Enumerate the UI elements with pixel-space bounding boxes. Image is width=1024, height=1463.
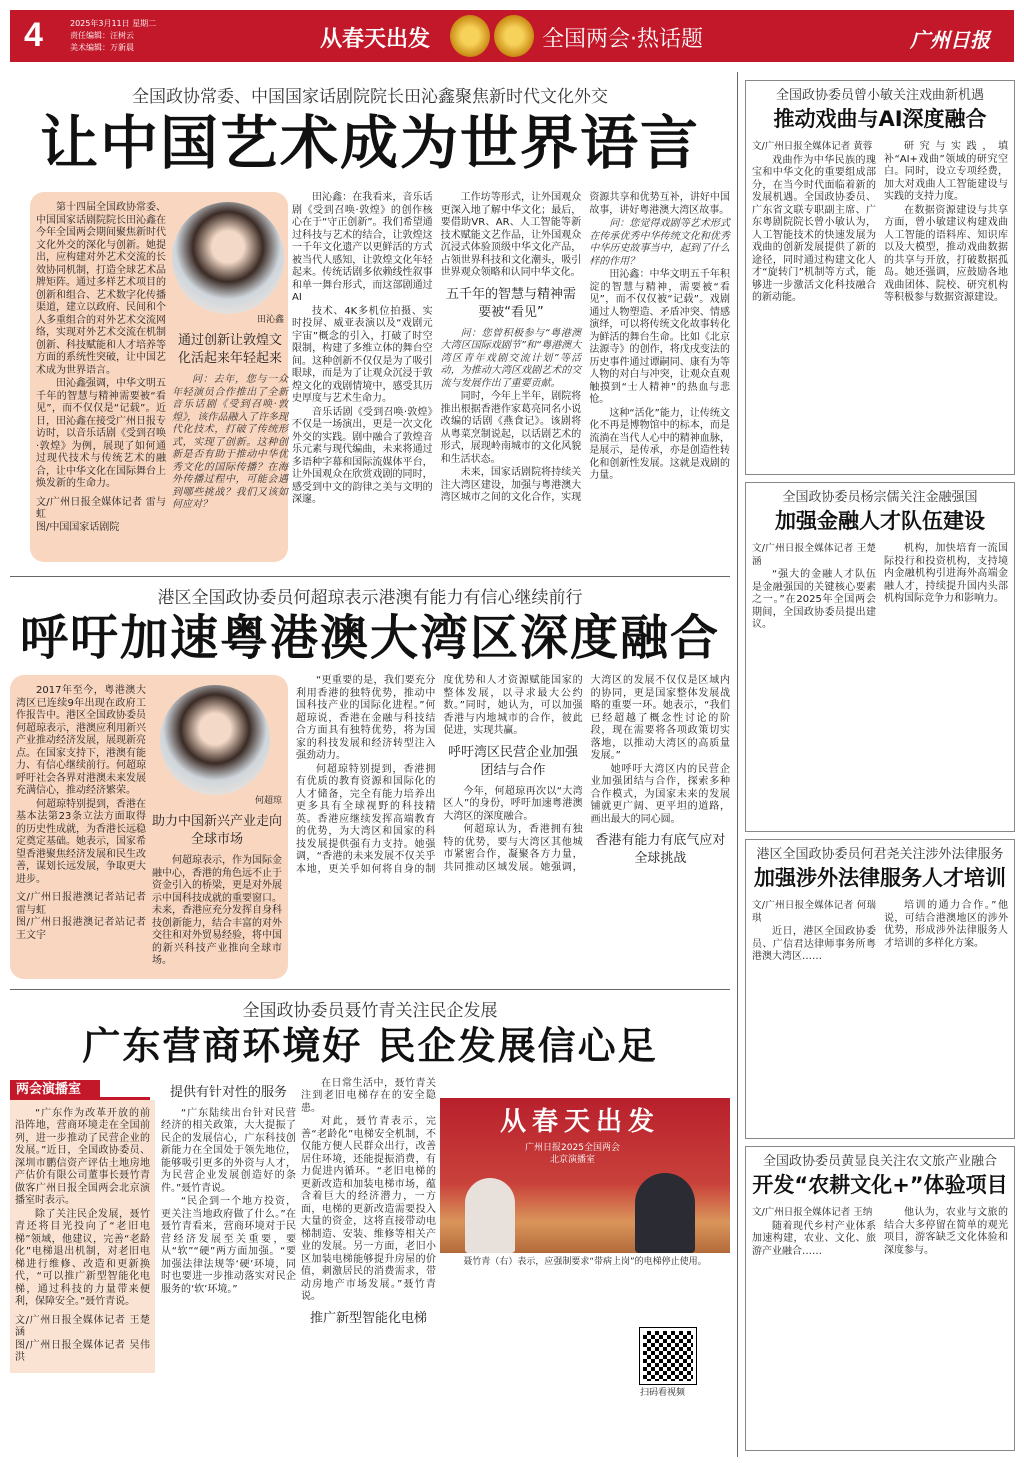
paragraph: 研究与实践，填补“AI+戏曲”领域的研究空白。同时，设立专项经费，加大对戏曲人工智能建设与实践的支持力度。 <box>884 141 1008 202</box>
brief-col2 <box>884 141 1008 306</box>
article1 <box>10 86 730 562</box>
brief-headline: 推动戏曲与AI深度融合 <box>773 107 987 131</box>
article3-headline: 广东营商环境好 民企发展信心足 <box>82 1022 658 1068</box>
credit-text: 文/广州日报港澳记者站记者 雷与虹 <box>16 892 146 916</box>
section-divider <box>10 576 730 577</box>
section-title: 从春天出发 <box>320 27 431 52</box>
paragraphs <box>441 192 582 280</box>
brief-col1 <box>752 900 876 965</box>
backdrop-line: 广州日报2025全国两会 <box>525 1142 620 1153</box>
article2-kicker: 港区全国政协委员何超琼表示港澳有能力有信心继续前行 <box>157 588 583 608</box>
subheading: 五千年的智慧与精神需要被“看见” <box>445 286 576 320</box>
guest-figure <box>635 1173 695 1253</box>
column-divider <box>737 72 738 1457</box>
brief-article <box>745 839 1015 1139</box>
paragraphs <box>172 374 288 512</box>
brief-col2 <box>884 900 1008 965</box>
page-number: 4 <box>24 16 43 54</box>
article2-body <box>10 675 730 979</box>
paragraph: 近日，港区全国政协委员、广信君达律师事务所粤港澳大湾区…… <box>752 926 876 962</box>
article3-body <box>10 1078 730 1399</box>
photo-caption: 聂竹青（右）表示，应强制要求“带病上岗”的电梯停止使用。 <box>463 1256 707 1267</box>
editor: 责任编辑：汪树云 <box>70 31 134 40</box>
newspaper-logo: 广州日报 <box>910 28 990 52</box>
paragraphs <box>884 543 1008 606</box>
article1-columns <box>292 192 730 507</box>
paragraph: 第十四届全国政协常委、中国国家话剧院院长田沁鑫在今年全国两会期间聚焦新时代文化外交的深化与创新。她提出，应构建对外艺术交流的长效协同机制，打造全球艺术品牌矩阵。通过多样艺术项目的创新和组合、艺术数字化传播渠道，建立以政府、民间和个人多重组合的对外艺术交流网络，实现对外艺术交流在机制创新、科技赋能和人才培养等方面的系统性突破，让中国艺术成为世界语言。 <box>36 202 166 376</box>
byline: 文/广州日报全媒体记者 何瑞琪 <box>752 900 876 924</box>
brief-kicker: 全国政协委员黄显良关注农文旅产业融合 <box>762 1154 997 1169</box>
photo-caption: 田沁鑫 <box>256 315 284 325</box>
paragraph: 问：您觉得戏剧等艺术形式在传承优秀中华传统文化和优秀中华历史故事当中，起到了什么样的作用？ <box>589 218 730 267</box>
studio-sidebar <box>10 1078 155 1373</box>
qr-caption: 扫码看视频 <box>640 1387 686 1398</box>
tag-line <box>100 1097 150 1100</box>
subheading: 香港有能力有底气应对全球挑战 <box>595 833 726 866</box>
qr-code[interactable] <box>640 1328 696 1384</box>
byline: 文/广州日报全媒体记者 王楚涵 <box>752 543 876 567</box>
article3-col1 <box>161 1078 296 1298</box>
article3-col2 <box>301 1078 436 1334</box>
section-divider <box>10 989 730 990</box>
brief-kicker: 港区全国政协委员何君尧关注涉外法律服务 <box>756 847 1004 862</box>
paragraph: 工作坊等形式，让外国观众更深入地了解中华文化；最后，要借助VR、AR、人工智能等新技术赋能文艺作品，让外国观众沉浸式体验顶级中华文化产品，占领世界科技和文化潮头，吸引世界观众领略和认同中华文化。 <box>440 192 582 278</box>
credit-photo: 图/广州日报港澳记者站记者 王文宇 <box>16 917 146 941</box>
paragraphs <box>292 192 433 305</box>
subheading: 通过创新让敦煌文化活起来年轻起来 <box>177 333 282 366</box>
paragraph: 除了关注民企发展，聂竹青还将目光投向了“老旧电梯”领域，他建议，完善“老龄化”电梯退出机制，对老旧电梯进行维修、改造和更新换代，“可以推广新型智能化电梯，通过科技的力量带来便利，保障安全。”聂竹青说。 <box>15 1208 150 1307</box>
paragraph: “民企到一个地方投资，更关注当地政府做了什么。”在聂竹青看来，营商环境对于民营经济发展至关重要，要从“软”“硬”两方面加强。“要加强法律法规等‘硬’环境，同时也要进一步推动落实对民企服务的‘软’环境。” <box>161 1196 296 1295</box>
paragraph: “广东陆续出台针对民营经济的相关政策，大大提振了民企的发展信心，广东科技创新能力在全国处于领先地位，能够吸引更多的外资与人才，为民营企业发展创造好的条件。”聂竹青说。 <box>161 1107 296 1194</box>
subheading: 呼吁湾区民营企业加强团结与合作 <box>447 744 578 778</box>
paragraph: 在日常生活中，聂竹青关注到老旧电梯存在的安全隐患。 <box>301 1077 436 1114</box>
paragraphs <box>752 155 876 305</box>
paragraph: 同时，今年上半年，剧院将推出根据香港作家葛亮同名小说改编的话剧《燕食记》。该剧将从粤菜烹制说起，以话剧艺术的形式，展现岭南城市的文化风貌和生活状态。 <box>440 391 582 465</box>
brief-article <box>745 80 1015 475</box>
paragraphs <box>752 926 876 964</box>
studio-backdrop-title: 从春天出发 <box>500 1106 661 1137</box>
byline: 文/广州日报全媒体记者 黄蓉 <box>752 141 873 152</box>
portrait-photo <box>172 202 284 314</box>
paragraphs <box>752 1221 876 1259</box>
brief-col2 <box>884 1207 1008 1259</box>
article2-lead <box>16 685 146 969</box>
article2-lead-box <box>10 675 288 979</box>
article1-body <box>10 192 730 562</box>
paragraphs <box>36 202 166 491</box>
article2-col1 <box>152 685 282 969</box>
article1-lead-box <box>30 192 288 562</box>
subheading: 推广新型智能化电梯 <box>309 1310 427 1326</box>
article1-lead <box>36 202 166 552</box>
backdrop-line: 北京演播室 <box>549 1154 595 1165</box>
paragraphs <box>441 328 582 391</box>
article3-media <box>440 1098 730 1399</box>
brief-col2 <box>884 543 1008 633</box>
paragraph: 今年，何超琼再次以“大湾区人”的身份，呼吁加速粤港澳大湾区的深度融合。 <box>443 785 583 822</box>
paragraph: 何超琼认为，香港拥有独特的优势，要与大湾区其他城市紧密合作，凝聚各方力量，共同推动区域发展。她强调，大湾区的发展不仅仅是区域内的协同，更是国家整体发展战略的重要一环。她表示，“我们已经超越了概念性讨论的阶段，现在需要将各项政策切实落地，以推动大湾区的高质量发展。” <box>443 675 730 873</box>
paragraphs <box>884 141 1008 305</box>
article1-col1 <box>172 202 288 552</box>
studio-tag: 两会演播室 <box>10 1080 100 1100</box>
paragraph: 何超琼特别提到，香港在基本法第23条立法方面取得的历史性成就，为香港长远稳定奠定基础。她表示，国家希望香港聚焦经济发展和民生改善，谋划长远发展，争取更大进步。 <box>16 798 146 885</box>
national-emblem-icon <box>450 15 490 57</box>
credit-photo: 图/广州日报全媒体记者 吴伟洪 <box>15 1339 150 1363</box>
credit-text: 文/广州日报全媒体记者 雷与虹 <box>36 496 166 520</box>
article3 <box>10 1000 730 1399</box>
brief-kicker: 全国政协委员杨宗儒关注金融强国 <box>782 490 978 505</box>
article3-kicker: 全国政协委员聂竹青关注民企发展 <box>242 1000 498 1021</box>
paragraph: 问：去年，您与一众年轻演员合作推出了全新音乐话剧《受到召唤·敦煌》，该作品融入了许多现代化技术，打破了传统形式，实现了创新。这种创新是否有助于推动中华优秀文化的国际传播？在海外传播过程中，可能会遇到哪些挑战？我们又该如何应对？ <box>172 374 288 510</box>
main-articles <box>10 72 730 1399</box>
cppcc-emblem-icon <box>494 15 534 57</box>
article2-headline: 呼吁加速粤港澳大湾区深度融合 <box>19 610 720 666</box>
host-figure <box>465 1178 515 1253</box>
page-header <box>10 10 1014 62</box>
brief-headline: 加强涉外法律服务人才培训 <box>754 866 1006 890</box>
paragraphs <box>884 1207 1008 1257</box>
issue-date: 2025年3月11日 星期二 <box>70 19 157 28</box>
paragraph: 音乐话剧《受到召唤·敦煌》不仅是一场演出，更是一次文化外交的实践。剧中融合了敦煌音乐元素与现代编曲，未来将通过多语种字幕和国际流媒体平台，让外国观众在欣赏戏剧的同时，感受到中文的韵律之美与文明的深邃。 <box>292 406 433 505</box>
paragraph: 她呼吁大湾区内的民营企业加强团结与合作，探索多种合作模式，为国家未来的发展铺就更广阔、更平坦的道路，画出最大的同心圆。 <box>590 763 730 825</box>
paragraph: 未来，国家话剧院将持续关注大湾区建设，加强与粤港澳大湾区城市之间的文化合作，实现资源共享和优势互补，讲好中国故事，讲好粤港澳大湾区故事。 <box>440 192 730 503</box>
paragraph: 问：您曾积极参与“粤港澳大湾区国际戏剧节”和“粤港澳大湾区青年戏剧交流计划”等活动，为推动大湾区戏剧艺术的交流与发展作出了重要贡献。 <box>440 327 582 389</box>
paragraph: 技术、4K多机位拍摄、实时投屏、威亚表演以及“戏剧元宇宙”概念的引入，打破了时空限制，构建了多维立体的舞台空间。这种创新不仅仅是为了吸引眼球，而是为了让观众沉浸于敦煌文化的戏剧情境中，感受其历史厚度与艺术生命力。 <box>292 305 433 404</box>
art-editor: 美术编辑：万新晨 <box>70 43 134 52</box>
paragraph: 2017年至今，粤港澳大湾区已连续9年出现在政府工作报告中。港区全国政协委员何超琼表示，港澳应利用新兴产业推动经济发展，展现新亮点。在国家支持下，港澳有能力、有信心继续前行。何超琼呼吁社会各界对港澳未来发展充满信心，推动经济繁荣。 <box>16 685 146 796</box>
brief-kicker: 全国政协委员曾小敏关注戏曲新机遇 <box>775 88 984 103</box>
article1-headline: 让中国艺术成为世界语言 <box>39 109 700 177</box>
paragraphs <box>152 855 282 968</box>
brief-headline: 加强金融人才队伍建设 <box>775 509 985 533</box>
paragraph: 随着现代乡村产业体系加速构建，农业、文化、旅游产业融合…… <box>752 1220 876 1257</box>
brief-col1 <box>752 543 876 633</box>
paragraphs <box>292 306 433 507</box>
right-column <box>745 80 1015 1451</box>
paragraph: 他认为，农业与文旅的结合大多停留在简单的观光项目，游客缺乏文化体验和深度参与。 <box>884 1207 1008 1256</box>
credit-photo: 图/中国国家话剧院 <box>36 521 120 533</box>
paragraph: 田沁鑫强调，中华文明五千年的智慧与精神需要被“看见”，而不仅仅是“记载”。近日，田沁鑫在接受广州日报专访时，以音乐话剧《受到召唤·敦煌》为例，展现了如何通过现代技术与传统艺术的融合，让中华文化在国际舞台上焕发新的生命力。 <box>36 378 166 489</box>
subheading: 助力中国新兴产业走向全球市场 <box>152 814 283 847</box>
credit-text: 文/广州日报全媒体记者 王楚涵 <box>15 1314 150 1338</box>
byline: 文/广州日报全媒体记者 王纳 <box>752 1207 873 1218</box>
paragraphs <box>752 569 876 632</box>
article3-lead <box>10 1100 155 1373</box>
paragraphs <box>301 1078 436 1304</box>
paragraph: 在数据资源建设与共享方面，曾小敏建议构建戏曲人工智能的语料库、知识库以及大模型，推动戏曲数据的共享与开放，打破数据孤岛。她还强调，应鼓励各地戏曲团体、院校、研究机构等积极参与数据资源建设。 <box>884 204 1008 303</box>
article2-columns <box>296 675 730 876</box>
paragraph: 培训的通力合作。”他说，可结合港澳地区的涉外优势，形成涉外法律服务人才培训的多样化方案。 <box>884 900 1008 949</box>
brief-col1 <box>752 1207 876 1259</box>
studio-photo <box>440 1098 730 1253</box>
paragraph: 田沁鑫：中华文明五千年积淀的智慧与精神，需要被“看见”，而不仅仅被“记载”。戏剧通过人物塑造、矛盾冲突、情感演绎，可以将传统文化故事转化为鲜活的舞台生命。比如《北京法源寺》的创作，将戊戌变法的历史事件通过谭嗣同、康有为等人物的对白与冲突，让观众直观触摸到“士人精神”的热血与悲怆。 <box>589 269 730 405</box>
article2 <box>10 587 730 979</box>
paragraph: “强大的金融人才队伍是金融强国的关键核心要素之一。”在2025年全国两会期间，全国政协委员提出建议。 <box>752 569 876 630</box>
paragraph: 何超琼表示，作为国际金融中心，香港的角色远不止于资金引入的桥梁，更是对外展示中国科技成就的重要窗口。未来，香港应充分发挥自身科技创新能力，结合丰富的对外交往和对外贸易经验，将中国的新兴科技产业推向全球市场。 <box>152 855 282 966</box>
paragraphs <box>161 1108 296 1297</box>
subheading: 提供有针对性的服务 <box>169 1084 287 1100</box>
paragraph: 戏曲作为中华民族的瑰宝和中华文化的重要组成部分，在当今时代面临着新的发展机遇。全国政协委员、广东省文联专职副主席、广东粤剧院院长曾小敏认为，人工智能技术的快速发展为戏曲的创新发展提供了新的途径，同时通过构建文化人才“旋转门”机制等方式，能够进一步激活文化科技融合的新动能。 <box>752 154 876 303</box>
qr-block <box>640 1328 704 1399</box>
photo-caption: 何超琼 <box>254 796 282 806</box>
paragraphs <box>884 900 1008 950</box>
studio-backdrop-sub <box>515 1142 630 1166</box>
brief-col1 <box>752 141 876 306</box>
paragraph: 对此，聂竹青表示，完善“老龄化”电梯安全机制，不仅能方便人民群众出行，改善居住环境，还能提振消费，有力促进内循环。“老旧电梯的更新改造和加装电梯市场，蕴含着巨大的经济潜力，一方面，电梯的更新改造需要投入大量的资金，这将直接带动电梯制造、安装、维修等相关产业的发展。另一方面，老旧小区加装电梯能够提升房屋的价值，刺激居民的消费需求，带动房地产市场发展。”聂竹青说。 <box>301 1116 436 1302</box>
section-topic: 全国两会·热话题 <box>542 27 703 52</box>
edition-info <box>70 18 156 54</box>
paragraph: 这种“活化”能力，让传统文化不再是博物馆中的标本，而是流淌在当代人心中的精神血脉，是展示，是传承，亦是创造性转化和创新性发展。这就是戏剧的力量。 <box>589 407 730 481</box>
brief-article <box>745 1146 1015 1451</box>
portrait-photo <box>160 685 270 795</box>
paragraph: 何超琼特别提到，香港拥有优质的教育资源和国际化的人才储备，完全有能力培养出更多具有全球视野的科技精英。香港应继续发挥高端教育的优势，为大湾区和国家的科技发展提供强有力支持。她强调，“香港的未来发展不仅关乎本地，更关乎如何将自身的制度优势和人才资源赋能国家的整体发展，以寻求最大公约数。”同时，她认为，可以加强香港与内地城市的合作，彼此促进，实现共赢。 <box>296 675 583 875</box>
paragraph: “更重要的是，我们要充分利用香港的独特优势，推动中国科技产业的国际化进程。”何超琼说，香港在金融与科技结合方面具有独特优势，将为国家的科技发展和经济转型注入强劲动力。 <box>296 675 436 761</box>
paragraphs <box>16 685 146 886</box>
article1-kicker: 全国政协常委、中国国家话剧院院长田沁鑫聚焦新时代文化外交 <box>132 87 608 107</box>
brief-headline: 开发“农耕文化+”体验项目 <box>752 1173 1008 1197</box>
paragraphs <box>15 1108 150 1309</box>
paragraph: “广东作为改革开放的前沿阵地，营商环境走在全国前列，进一步推动了民营企业的发展。”近日，全国政协委员、深圳市鹏信资产评估土地房地产估价有限公司董事长聂竹青做客广州日报全国两会北京演播室时表示。 <box>15 1107 150 1206</box>
paragraph: 田沁鑫：在我看来，音乐话剧《受到召唤·敦煌》的创作核心在于“守正创新”。我们希望通过科技与艺术的结合，让敦煌这一千年文化遗产以更鲜活的方式被当代人感知，让敦煌文化年轻起来。传统话剧多依赖线性叙事和单一舞台形式，而这部剧通过AI <box>292 192 433 303</box>
brief-article <box>745 482 1015 832</box>
paragraph: 机构，加快培育一流国际投行和投资机构，支持境内金融机构引进海外高端金融人才，持续提升国内头部机构国际竞争力和影响力。 <box>884 543 1008 604</box>
